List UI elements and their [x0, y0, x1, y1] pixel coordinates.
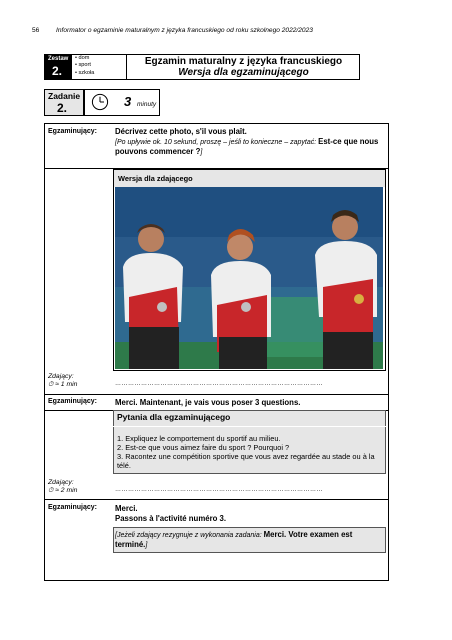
examiner-label: Egzaminujący:	[48, 128, 98, 135]
topic-item: • szkoła	[75, 69, 95, 76]
divider	[113, 426, 386, 427]
time-value: 3	[124, 94, 132, 109]
zestaw-badge	[44, 54, 72, 80]
row-divider	[44, 499, 389, 500]
intro-instruction: [Po upływie ok. 10 sekund, proszę – jeśli to konieczne – zapytać: Est-ce que nous pouvons commencer ?]	[115, 137, 379, 156]
closing-next: Passons à l'activité numéro 3.	[115, 514, 227, 523]
photo-header-label: Wersja dla zdającego	[118, 174, 193, 183]
question-item: 3. Racontez une compétition sportive que vous avez regardée au stade ou à la télé.	[117, 452, 375, 471]
row-divider	[44, 394, 389, 395]
athletes-podium-photo	[115, 187, 383, 369]
photo-header	[114, 170, 385, 187]
intro-line: Décrivez cette photo, s'il vous plaît.	[115, 127, 247, 136]
examiner-label: Egzaminujący:	[48, 398, 98, 405]
clock-icon	[91, 93, 109, 111]
zadanie-badge	[44, 89, 84, 116]
question-item: 1. Expliquez le comportement du sportif au milieu.	[117, 434, 281, 443]
examiner-label: Egzaminujący:	[48, 504, 98, 511]
zestaw-label: Zestaw	[48, 56, 69, 62]
candidate-time: ⏱ ≈ 1 min	[48, 381, 78, 388]
question-item: 2. Est-ce que vous aimez faire du sport ? Pourquoi ?	[117, 443, 290, 452]
transition-line: Merci. Maintenant, je vais vous poser 3 questions.	[115, 398, 301, 407]
topic-item: • sport	[75, 62, 91, 69]
questions-title: Pytania dla egzaminującego	[117, 412, 231, 422]
time-unit: minuty	[137, 101, 157, 108]
exam-subtitle: Wersja dla egzaminującego	[178, 67, 309, 78]
zadanie-number: 2.	[57, 101, 68, 115]
closing-thanks: Merci.	[115, 504, 138, 513]
exam-title: Egzamin maturalny z języka francuskiego	[144, 56, 343, 67]
candidate-label: Zdający:	[48, 373, 74, 380]
zadanie-label: Zadanie	[48, 91, 81, 101]
running-title: Informator o egzaminie maturalnym z języka francuskiego od roku szkolnego 2022/2023	[56, 27, 313, 34]
running-header	[32, 27, 313, 34]
page-number: 56	[32, 27, 40, 34]
answer-line: ……………………………………………………………………………………	[115, 487, 323, 493]
resignation-instruction: [Jeżeli zdający rezygnuje z wykonania zadania: Merci. Votre examen est terminé.]	[115, 530, 353, 549]
answer-line: ……………………………………………………………………………………	[115, 381, 323, 387]
zestaw-number: 2.	[52, 64, 63, 78]
candidate-time: ⏱ ≈ 2 min	[48, 487, 78, 494]
zestaw-topics	[75, 55, 94, 77]
topic-item: • dom	[75, 55, 90, 61]
candidate-label: Zdający:	[48, 479, 74, 486]
